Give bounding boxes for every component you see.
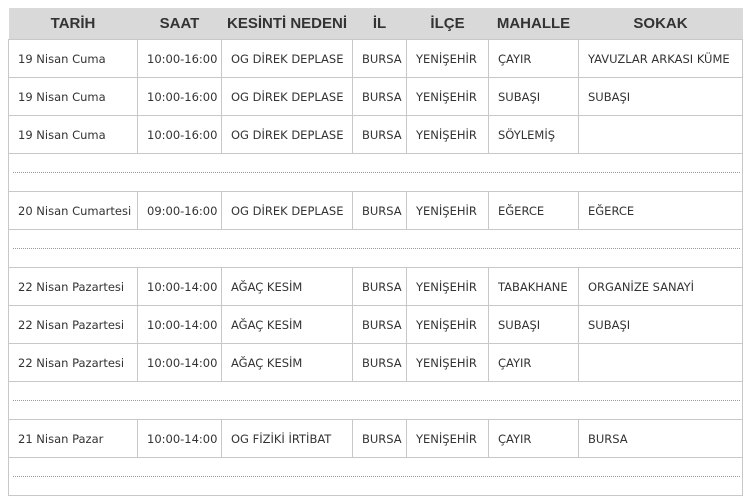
cell-il: BURSA [353,40,407,78]
cell-ilce: YENİŞEHİR [407,40,489,78]
separator-row [9,230,743,268]
header-saat: SAAT [138,8,222,40]
separator-row [9,382,743,420]
cell-sokak: ORGANİZE SANAYİ [579,268,743,306]
cell-kesinti-nedeni: OG FİZİKİ İRTİBAT [222,420,353,458]
cell-sokak: SUBAŞI [579,78,743,116]
cell-saat: 10:00-14:00 [138,420,222,458]
table-row [9,40,743,78]
table-row [9,344,743,382]
separator-row [9,458,743,496]
cell-kesinti-nedeni: AĞAÇ KESİM [222,344,353,382]
separator-cell [9,154,743,192]
cell-saat: 10:00-16:00 [138,78,222,116]
cell-sokak: EĞERCE [579,192,743,230]
dotted-divider [13,248,740,249]
table-body [9,40,743,496]
cell-ilce: YENİŞEHİR [407,420,489,458]
cell-kesinti-nedeni: OG DİREK DEPLASE [222,78,353,116]
cell-mahalle: EĞERCE [489,192,579,230]
header-sokak: SOKAK [579,8,743,40]
table-row [9,116,743,154]
cell-saat: 10:00-14:00 [138,344,222,382]
cell-saat: 10:00-14:00 [138,268,222,306]
cell-tarih: 21 Nisan Pazar [9,420,138,458]
header-kesinti-nedeni: KESİNTİ NEDENİ [222,8,353,40]
cell-ilce: YENİŞEHİR [407,192,489,230]
table-row [9,306,743,344]
cell-tarih: 19 Nisan Cuma [9,78,138,116]
cell-mahalle: SÖYLEMİŞ [489,116,579,154]
power-outage-table [8,8,743,496]
cell-il: BURSA [353,78,407,116]
cell-ilce: YENİŞEHİR [407,344,489,382]
cell-tarih: 20 Nisan Cumartesi [9,192,138,230]
cell-saat: 10:00-14:00 [138,306,222,344]
cell-mahalle: ÇAYIR [489,344,579,382]
cell-sokak: SUBAŞI [579,306,743,344]
cell-mahalle: SUBAŞI [489,306,579,344]
cell-sokak [579,344,743,382]
table-row [9,268,743,306]
cell-sokak: BURSA [579,420,743,458]
cell-il: BURSA [353,420,407,458]
cell-saat: 09:00-16:00 [138,192,222,230]
cell-tarih: 22 Nisan Pazartesi [9,268,138,306]
cell-tarih: 19 Nisan Cuma [9,116,138,154]
dotted-divider [13,400,740,401]
table-header-row [9,8,743,40]
dotted-divider [13,476,740,477]
cell-tarih: 19 Nisan Cuma [9,40,138,78]
cell-ilce: YENİŞEHİR [407,78,489,116]
cell-il: BURSA [353,192,407,230]
cell-tarih: 22 Nisan Pazartesi [9,306,138,344]
cell-sokak [579,116,743,154]
header-il: İL [353,8,407,40]
cell-sokak: YAVUZLAR ARKASI KÜME [579,40,743,78]
cell-il: BURSA [353,306,407,344]
outage-table-container [8,8,742,496]
cell-il: BURSA [353,344,407,382]
cell-mahalle: ÇAYIR [489,40,579,78]
cell-saat: 10:00-16:00 [138,116,222,154]
cell-mahalle: SUBAŞI [489,78,579,116]
cell-kesinti-nedeni: OG DİREK DEPLASE [222,192,353,230]
cell-ilce: YENİŞEHİR [407,306,489,344]
cell-il: BURSA [353,268,407,306]
cell-mahalle: TABAKHANE [489,268,579,306]
table-row [9,78,743,116]
separator-row [9,154,743,192]
cell-ilce: YENİŞEHİR [407,268,489,306]
cell-kesinti-nedeni: AĞAÇ KESİM [222,306,353,344]
cell-kesinti-nedeni: OG DİREK DEPLASE [222,40,353,78]
cell-kesinti-nedeni: OG DİREK DEPLASE [222,116,353,154]
dotted-divider [13,172,740,173]
cell-tarih: 22 Nisan Pazartesi [9,344,138,382]
cell-il: BURSA [353,116,407,154]
table-row [9,192,743,230]
cell-ilce: YENİŞEHİR [407,116,489,154]
separator-cell [9,458,743,496]
header-ilce: İLÇE [407,8,489,40]
cell-kesinti-nedeni: AĞAÇ KESİM [222,268,353,306]
table-row [9,420,743,458]
separator-cell [9,230,743,268]
header-tarih: TARİH [9,8,138,40]
cell-mahalle: ÇAYIR [489,420,579,458]
cell-saat: 10:00-16:00 [138,40,222,78]
header-mahalle: MAHALLE [489,8,579,40]
separator-cell [9,382,743,420]
